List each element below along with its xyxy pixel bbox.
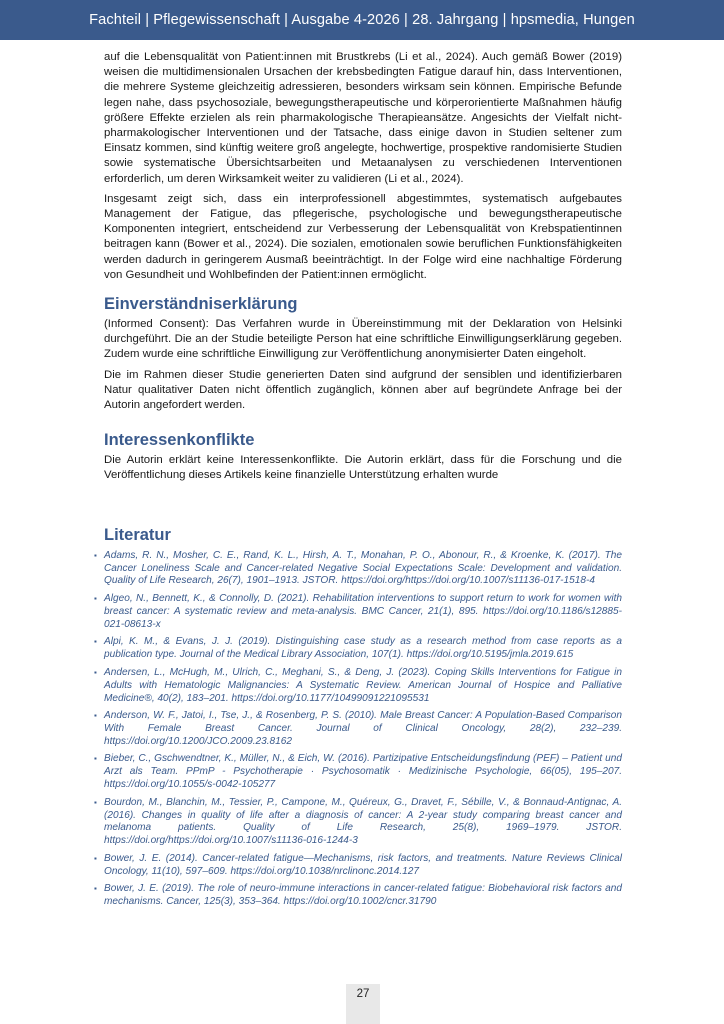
bullet-icon: ▪ [94,853,97,863]
reference-text: Alpi, K. M., & Evans, J. J. (2019). Distinguishing case study as a research method from case reports as a publication type. Journal of the Medical Library Association, 107(1). https://doi.org/10.5195/jmla.2019.615 [104,636,622,661]
article-body [94,50,622,914]
reference-item [94,550,622,589]
section-heading-literature: Literatur [104,525,171,544]
reference-text: Andersen, L., McHugh, M., Ulrich, C., Meghani, S., & Deng, J. (2023). Coping Skills Interventions for Fatigue in Adults with Hematologic Malignancies: A Systematic Review. American Journal of Hospice and Palliative Medicine®, 40(2), 183–201. https://doi.org/10.1177/10499091221095531 [104,666,622,704]
reference-text: Anderson, W. F., Jatoi, I., Tse, J., & Rosenberg, P. S. (2010). Male Breast Cancer: A Population-Based Comparison With Female Breast Cancer. Journal of Clinical Oncology, 28(2), 232–239. https://doi.org/10.1200/JCO.2009.23.8162 [104,710,622,747]
conflicts-paragraph: Die Autorin erklärt keine Interessenkonflikte. Die Autorin erklärt, dass für die Forschung und die Veröffentlichung dieses Artikels keine finanzielle Unterstützung erhalten wurde [104,454,622,482]
reference-item [94,853,622,879]
bullet-icon: ▪ [94,637,97,647]
header-title: Fachteil | Pflegewissenschaft | Ausgabe 4-2026 | 28. Jahrgang | hpsmedia, Hungen [89,12,635,28]
bullet-icon: ▪ [94,754,97,764]
consent-paragraph: Die im Rahmen dieser Studie generierten Daten sind aufgrund der sensiblen und identifizierbaren Natur qualitativer Daten nicht öffentlich zugänglich, können aber auf begründete Anfrage bei der Autorin angefordert werden. [104,368,622,412]
reference-item [94,753,622,792]
consent-paragraph: (Informed Consent): Das Verfahren wurde in Übereinstimmung mit der Deklaration von Helsinki durchgeführt. Die an der Studie beteiligte Person hat eine schriftliche Einwilligungserklärung gegeben. Zudem wurde eine schriftliche Einwilligung zur Veröffentlichung anonymisierter Daten eingeholt. [104,318,622,361]
reference-text: Adams, R. N., Mosher, C. E., Rand, K. L., Hirsh, A. T., Monahan, P. O., Abonour, R., & Kroenke, K. (2017). The Cancer Loneliness Scale and Cancer-related Negative Social Expectations Scale: Development and validation. Quality of Life Research, 26(7), 1901–1913. JSTOR. https://doi.org/https://doi.org/10.1007/s11136-017-1518-4 [104,549,622,587]
bullet-icon: ▪ [94,593,97,603]
reference-item [94,593,622,632]
reference-text: Bower, J. E. (2014). Cancer-related fatigue—Mechanisms, risk factors, and treatments. Nature Reviews Clinical Oncology, 11(10), 597–609. https://doi.org/10.1038/nrclinonc.2014.127 [104,852,622,877]
page-number-box [346,984,380,1024]
section-heading-consent: Einverständniserklärung [104,295,298,314]
body-paragraph: Insgesamt zeigt sich, dass ein interprofessionell abgestimmtes, systematisch aufgebautes Management der Fatigue, das pflegerische, psychologische und bewegungstherapeutische Komponenten integriert, entscheidend zur Verbesserung der Lebensqualität von Krebspatientinnen beitragen kann (Bower et al., 2024). Die sozialen, emotionalen sowie beruflichen Funktionsfähigkeiten werden dadurch in geringerem Ausmaß beeinträchtigt. In der Folge wird eine nachhaltige Förderung von Gesundheit und Wohlbefinden der Patient:innen ermöglicht. [104,192,622,281]
reference-text: Bourdon, M., Blanchin, M., Tessier, P., Campone, M., Quéreux, G., Dravet, F., Sébille, V., & Bonnaud-Antignac, A. (2016). Changes in quality of life after a diagnosis of cancer: A 2-year study comparing breast cancer and melanoma patients. Quality of Life Research, 25(8), 1969–1979. JSTOR. https://doi.org/https://doi.org/10.1007/s11136-016-1244-3 [104,796,622,847]
reference-text: Bieber, C., Gschwendtner, K., Müller, N., & Eich, W. (2016). Partizipative Entscheidungsfindung (PEF) – Patient und Arzt als Team. PPmP - Psychotherapie · Psychosomatik · Medizinische Psychologie, 66(05), 195–207. https://doi.org/10.1055/s-0042-105277 [104,753,622,791]
reference-item [94,883,622,909]
bullet-icon: ▪ [94,667,97,677]
reference-item [94,636,622,662]
bullet-icon: ▪ [94,884,97,894]
running-header [0,0,724,40]
page-number: 27 [356,988,370,1000]
reference-item [94,667,622,706]
body-paragraph: auf die Lebensqualität von Patient:innen mit Brustkrebs (Li et al., 2024). Auch gemäß Bower (2019) weisen die multidimensionalen Ursachen der krebsbedingten Fatigue darauf hin, dass Interventionen, die mehrere Systeme gleichzeitig adressieren, besonders wirksam sein können. Empirische Befunde legen nahe, dass psychosoziale, bewegungstherapeutische und körperorientierte Maßnahmen häufig größere Effekte erzielen als rein pharmakologische Therapieansätze. Angesichts der Vielfalt nicht-pharmakologischer Interventionen und der Tatsache, dass einige davon in Studien seltener zum Einsatz kommen, sind künftig weitere groß angelegte, hochwertige, prospektive randomisierte Studien sowie systematische Übersichtsarbeiten und Metaanalysen zu verschiedenen Interventionen erforderlich, um deren Wirksamkeit weiter zu validieren (Li et al., 2024). [104,51,622,185]
section-heading-conflicts: Interessenkonflikte [104,431,255,450]
bullet-icon: ▪ [94,550,97,560]
reference-text: Bower, J. E. (2019). The role of neuro-immune interactions in cancer-related fatigue: Biobehavioral risk factors and mechanisms. Cancer, 125(3), 353–364. https://doi.org/10.1002/cncr.31790 [104,883,622,908]
reference-item [94,710,622,749]
reference-list [94,549,622,909]
reference-text: Algeo, N., Bennett, K., & Connolly, D. (2021). Rehabilitation interventions to support return to work for women with breast cancer: A systematic review and meta-analysis. BMC Cancer, 21(1), 895. https://doi.org/10.1186/s12885-021-08613-x [104,592,622,630]
reference-item [94,797,622,849]
bullet-icon: ▪ [94,797,97,807]
bullet-icon: ▪ [94,711,97,721]
